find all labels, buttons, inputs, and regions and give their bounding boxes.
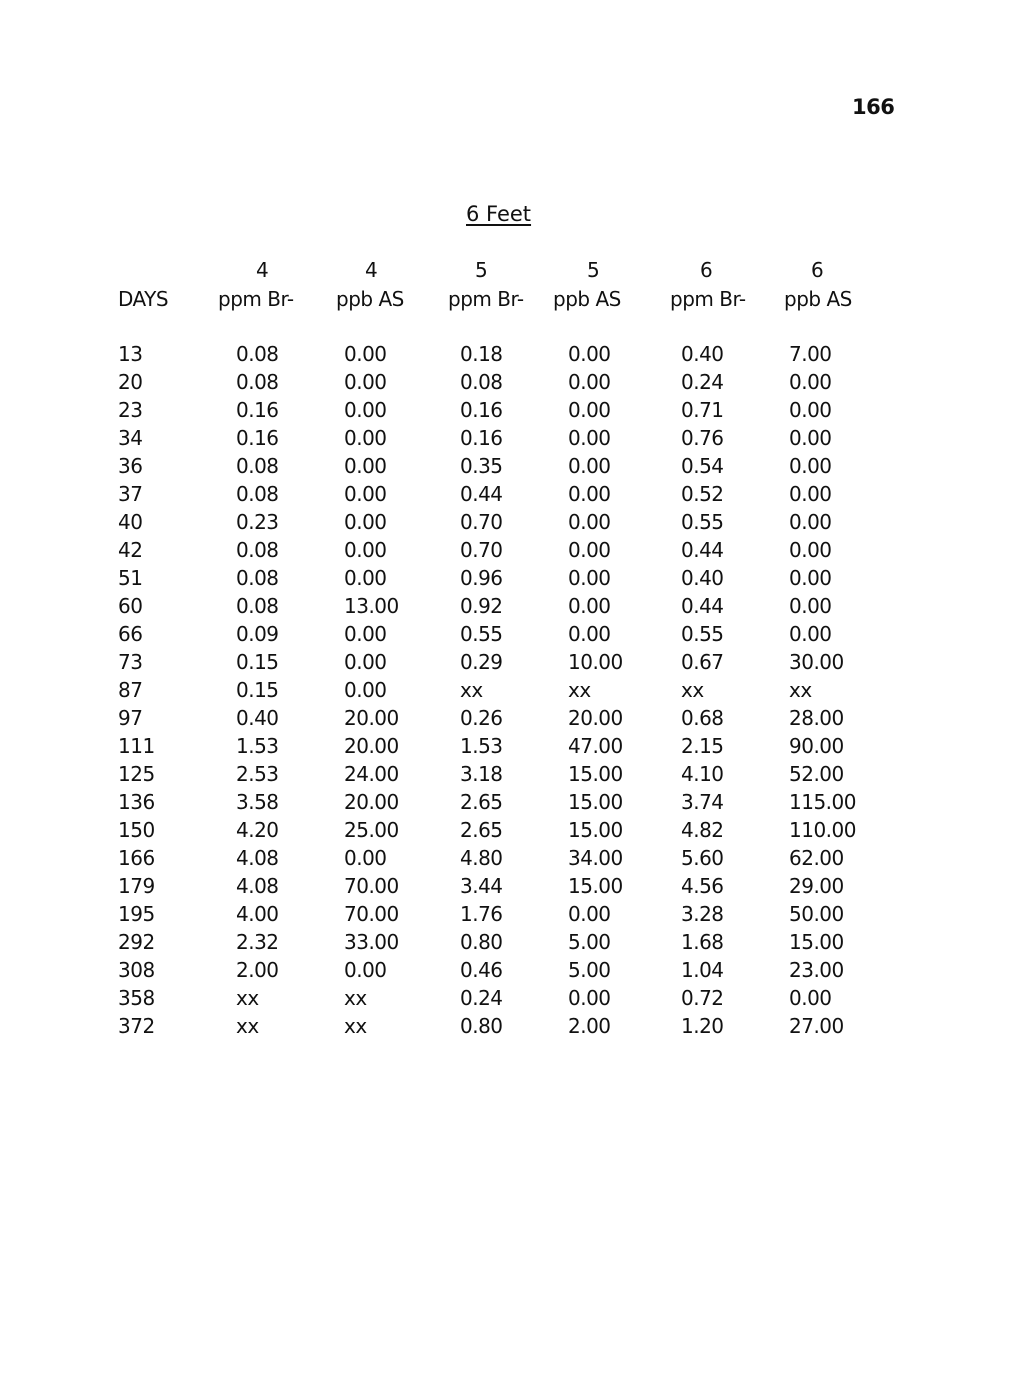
table-cell: 0.00	[568, 342, 611, 366]
table-cell: 20.00	[344, 734, 399, 758]
table-cell: 20.00	[344, 790, 399, 814]
table-cell: 2.53	[236, 762, 279, 786]
table-cell: 13.00	[344, 594, 399, 618]
table-cell: xx	[344, 1014, 367, 1038]
table-row	[0, 452, 1017, 480]
table-cell: 0.00	[344, 622, 387, 646]
table-cell: 0.96	[460, 566, 503, 590]
table-cell: 30.00	[789, 650, 844, 674]
table-cell: 0.00	[568, 370, 611, 394]
table-cell: 0.00	[568, 538, 611, 562]
table-cell: 0.00	[789, 510, 832, 534]
table-cell: 3.28	[681, 902, 724, 926]
table-cell: xx	[236, 986, 259, 1010]
table-cell: 110.00	[789, 818, 856, 842]
table-cell-days: 13	[118, 342, 143, 366]
table-cell: 2.00	[236, 958, 279, 982]
table-cell: xx	[236, 1014, 259, 1038]
table-cell: 1.68	[681, 930, 724, 954]
table-cell: 0.00	[568, 426, 611, 450]
depth-header-5: 5	[587, 258, 600, 282]
table-cell-days: 125	[118, 762, 155, 786]
table-row	[0, 984, 1017, 1012]
table-cell: 62.00	[789, 846, 844, 870]
table-cell: 4.08	[236, 846, 279, 870]
table-cell: 0.15	[236, 678, 279, 702]
table-cell: 1.76	[460, 902, 503, 926]
table-cell: 1.04	[681, 958, 724, 982]
table-cell: 0.16	[236, 426, 279, 450]
table-cell: 5.00	[568, 930, 611, 954]
table-cell-days: 20	[118, 370, 143, 394]
table-cell: 0.92	[460, 594, 503, 618]
table-cell: 0.15	[236, 650, 279, 674]
table-cell: 0.00	[568, 510, 611, 534]
column-header-days: DAYS	[118, 287, 169, 311]
table-row	[0, 536, 1017, 564]
table-row	[0, 620, 1017, 648]
table-cell: xx	[344, 986, 367, 1010]
table-cell: 2.00	[568, 1014, 611, 1038]
table-cell: 3.74	[681, 790, 724, 814]
table-cell: 0.00	[568, 902, 611, 926]
table-cell: 15.00	[789, 930, 844, 954]
table-cell-days: 60	[118, 594, 143, 618]
table-cell-days: 23	[118, 398, 143, 422]
table-cell-days: 51	[118, 566, 143, 590]
table-cell: 0.00	[789, 566, 832, 590]
table-cell: 0.00	[789, 986, 832, 1010]
table-cell: 0.00	[568, 986, 611, 1010]
table-cell: 10.00	[568, 650, 623, 674]
table-row	[0, 480, 1017, 508]
table-cell: 0.00	[789, 398, 832, 422]
table-cell: 0.70	[460, 510, 503, 534]
table-row	[0, 760, 1017, 788]
table-cell: 0.00	[568, 622, 611, 646]
table-cell: 0.44	[681, 538, 724, 562]
table-cell: 0.54	[681, 454, 724, 478]
table-row	[0, 816, 1017, 844]
table-cell: 0.08	[460, 370, 503, 394]
table-cell: 70.00	[344, 874, 399, 898]
table-cell: 0.00	[344, 538, 387, 562]
table-row	[0, 424, 1017, 452]
table-cell: 0.08	[236, 482, 279, 506]
table-cell: 0.00	[789, 538, 832, 562]
table-cell-days: 292	[118, 930, 155, 954]
table-cell: 0.16	[460, 426, 503, 450]
table-cell: 3.44	[460, 874, 503, 898]
column-header: ppb AS	[553, 287, 621, 311]
table-cell: 0.18	[460, 342, 503, 366]
table-cell: 0.00	[344, 342, 387, 366]
table-cell: 0.35	[460, 454, 503, 478]
table-cell: 0.52	[681, 482, 724, 506]
table-cell: 0.16	[460, 398, 503, 422]
table-cell: 0.16	[236, 398, 279, 422]
table-cell: 4.10	[681, 762, 724, 786]
table-row	[0, 396, 1017, 424]
table-cell: 24.00	[344, 762, 399, 786]
table-cell: 0.00	[344, 566, 387, 590]
table-cell: 0.00	[344, 454, 387, 478]
table-row	[0, 844, 1017, 872]
table-row	[0, 648, 1017, 676]
table-title: 6 Feet	[466, 202, 532, 226]
table-cell: 1.53	[236, 734, 279, 758]
table-cell: 25.00	[344, 818, 399, 842]
table-cell: 0.00	[344, 370, 387, 394]
table-row	[0, 872, 1017, 900]
table-cell: 115.00	[789, 790, 856, 814]
table-cell: 0.24	[460, 986, 503, 1010]
depth-header-5: 5	[475, 258, 488, 282]
table-cell-days: 166	[118, 846, 155, 870]
table-cell-days: 136	[118, 790, 155, 814]
table-cell-days: 87	[118, 678, 143, 702]
table-cell-days: 36	[118, 454, 143, 478]
table-cell: 0.00	[344, 510, 387, 534]
table-cell: 0.08	[236, 538, 279, 562]
column-header: ppm Br-	[448, 287, 524, 311]
table-cell: 0.67	[681, 650, 724, 674]
table-cell: 4.08	[236, 874, 279, 898]
table-cell: 2.65	[460, 818, 503, 842]
depth-header-6: 6	[811, 258, 824, 282]
table-cell: 1.53	[460, 734, 503, 758]
table-cell: 1.20	[681, 1014, 724, 1038]
table-cell: 33.00	[344, 930, 399, 954]
table-cell: 0.00	[789, 622, 832, 646]
table-cell-days: 34	[118, 426, 143, 450]
table-cell-days: 111	[118, 734, 155, 758]
table-cell-days: 179	[118, 874, 155, 898]
table-cell: xx	[681, 678, 704, 702]
table-cell: 0.08	[236, 370, 279, 394]
table-cell: 0.00	[344, 398, 387, 422]
table-cell: 27.00	[789, 1014, 844, 1038]
table-cell: 0.00	[789, 426, 832, 450]
column-header: ppb AS	[784, 287, 852, 311]
table-row	[0, 928, 1017, 956]
table-cell: 23.00	[789, 958, 844, 982]
table-cell: 0.00	[568, 594, 611, 618]
table-cell: 0.44	[460, 482, 503, 506]
table-cell: 15.00	[568, 790, 623, 814]
table-cell: 0.00	[789, 370, 832, 394]
table-cell: 0.00	[568, 566, 611, 590]
table-cell: xx	[568, 678, 591, 702]
table-cell: 5.60	[681, 846, 724, 870]
table-cell: 0.80	[460, 1014, 503, 1038]
table-cell: 4.82	[681, 818, 724, 842]
table-cell: 3.58	[236, 790, 279, 814]
table-cell: 28.00	[789, 706, 844, 730]
units-header-row	[0, 285, 1017, 313]
table-cell: 0.00	[568, 398, 611, 422]
table-cell-days: 97	[118, 706, 143, 730]
table-cell-days: 195	[118, 902, 155, 926]
table-cell: 4.56	[681, 874, 724, 898]
table-cell: 0.80	[460, 930, 503, 954]
table-cell: 0.24	[681, 370, 724, 394]
page-number: 166	[852, 95, 895, 119]
table-cell-days: 372	[118, 1014, 155, 1038]
depth-header-4: 4	[365, 258, 378, 282]
table-cell-days: 150	[118, 818, 155, 842]
table-cell: 4.20	[236, 818, 279, 842]
table-cell: 0.55	[681, 622, 724, 646]
table-cell: 0.55	[460, 622, 503, 646]
table-cell-days: 66	[118, 622, 143, 646]
table-cell-days: 308	[118, 958, 155, 982]
depth-header-row	[0, 256, 1017, 284]
table-cell: 0.40	[236, 706, 279, 730]
table-cell: 0.76	[681, 426, 724, 450]
table-cell: 0.70	[460, 538, 503, 562]
table-row	[0, 368, 1017, 396]
table-cell: 4.00	[236, 902, 279, 926]
table-cell: 0.00	[344, 958, 387, 982]
table-row	[0, 704, 1017, 732]
table-cell: 0.29	[460, 650, 503, 674]
table-cell: 90.00	[789, 734, 844, 758]
table-cell: 50.00	[789, 902, 844, 926]
table-row	[0, 1012, 1017, 1040]
table-cell: 29.00	[789, 874, 844, 898]
table-row	[0, 956, 1017, 984]
table-cell: 0.68	[681, 706, 724, 730]
table-row	[0, 788, 1017, 816]
table-cell: 0.46	[460, 958, 503, 982]
table-cell: 0.40	[681, 566, 724, 590]
table-cell: 5.00	[568, 958, 611, 982]
table-cell: 0.08	[236, 454, 279, 478]
table-cell: 0.00	[344, 482, 387, 506]
table-cell: 0.00	[344, 846, 387, 870]
table-cell: 2.32	[236, 930, 279, 954]
table-cell-days: 358	[118, 986, 155, 1010]
table-row	[0, 340, 1017, 368]
table-cell: 0.00	[789, 482, 832, 506]
table-cell: 0.40	[681, 342, 724, 366]
table-cell: 0.44	[681, 594, 724, 618]
table-cell: 2.65	[460, 790, 503, 814]
table-row	[0, 900, 1017, 928]
table-cell: xx	[460, 678, 483, 702]
table-cell: 34.00	[568, 846, 623, 870]
table-cell-days: 40	[118, 510, 143, 534]
table-cell: 0.08	[236, 566, 279, 590]
table-cell: 15.00	[568, 818, 623, 842]
table-cell-days: 73	[118, 650, 143, 674]
table-cell: 0.72	[681, 986, 724, 1010]
table-cell: 20.00	[568, 706, 623, 730]
table-cell-days: 37	[118, 482, 143, 506]
table-row	[0, 508, 1017, 536]
table-row	[0, 564, 1017, 592]
table-cell: 20.00	[344, 706, 399, 730]
table-cell: 0.08	[236, 342, 279, 366]
table-cell: 7.00	[789, 342, 832, 366]
table-cell: 0.08	[236, 594, 279, 618]
table-cell: 15.00	[568, 874, 623, 898]
table-cell: 0.00	[344, 678, 387, 702]
table-cell: 0.00	[344, 426, 387, 450]
table-cell: 0.00	[344, 650, 387, 674]
table-row	[0, 732, 1017, 760]
table-cell: 0.00	[789, 454, 832, 478]
table-cell: 70.00	[344, 902, 399, 926]
table-cell: 0.00	[568, 454, 611, 478]
column-header: ppm Br-	[670, 287, 746, 311]
table-cell: 2.15	[681, 734, 724, 758]
table-cell: 52.00	[789, 762, 844, 786]
table-row	[0, 592, 1017, 620]
table-cell: 0.00	[789, 594, 832, 618]
table-cell: 0.55	[681, 510, 724, 534]
table-row	[0, 676, 1017, 704]
table-cell: 0.09	[236, 622, 279, 646]
table-cell: xx	[789, 678, 812, 702]
table-cell: 0.23	[236, 510, 279, 534]
depth-header-4: 4	[256, 258, 269, 282]
table-cell: 0.26	[460, 706, 503, 730]
table-cell: 0.00	[568, 482, 611, 506]
table-cell: 47.00	[568, 734, 623, 758]
table-cell-days: 42	[118, 538, 143, 562]
column-header: ppm Br-	[218, 287, 294, 311]
column-header: ppb AS	[336, 287, 404, 311]
table-cell: 4.80	[460, 846, 503, 870]
depth-header-6: 6	[700, 258, 713, 282]
table-cell: 15.00	[568, 762, 623, 786]
table-cell: 0.71	[681, 398, 724, 422]
table-cell: 3.18	[460, 762, 503, 786]
